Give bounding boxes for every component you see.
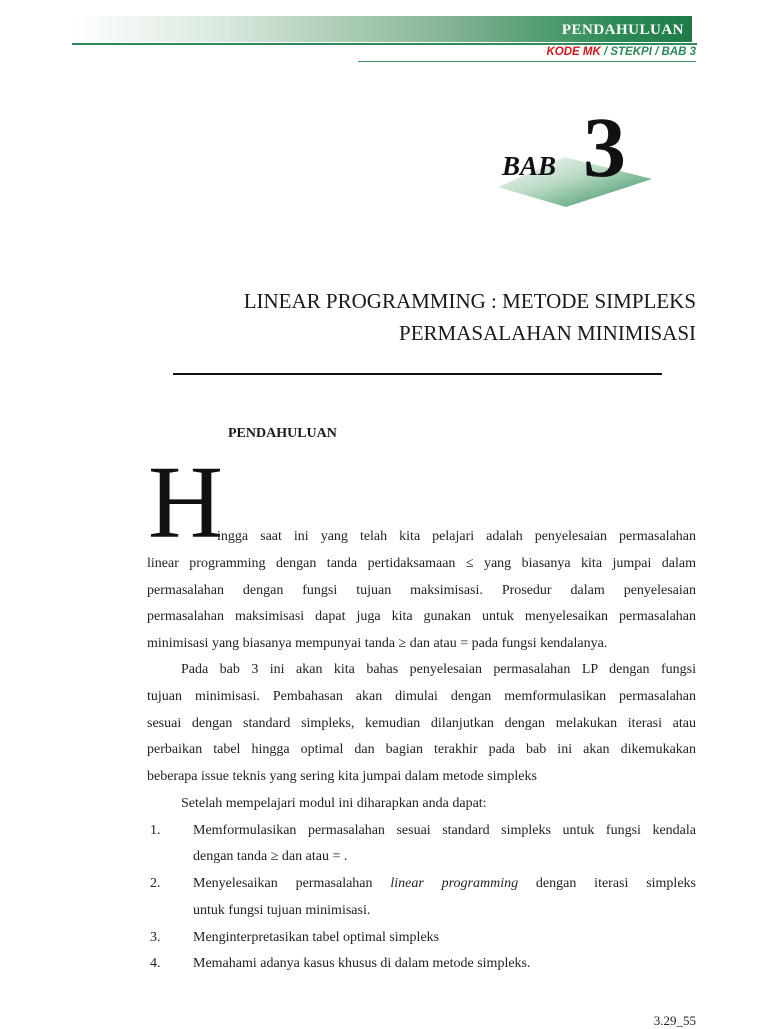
header-course-code: [546, 46, 696, 58]
chapter-title-line-1: LINEAR PROGRAMMING : METODE SIMPLEKS: [243, 289, 696, 313]
para2-line-4: perbaikan tabel hingga optimal dan bagian terakhir pada bab ini akan dikemukakan: [147, 742, 696, 757]
course-code-label: KODE MK: [546, 46, 601, 58]
objective-2-number: 2.: [150, 876, 161, 891]
header-divider: [72, 43, 697, 45]
chapter-diamond-graphic: [470, 95, 670, 215]
intro-line-1: ingga saat ini yang telah kita pelajari adalah penyelesaian permasalahan: [217, 529, 696, 544]
objective-4-line-1: Memahami adanya kasus khusus di dalam metode simpleks.: [193, 956, 531, 971]
objective-2-text-after: dengan iterasi simpleks: [518, 876, 696, 891]
para2-line-5: beberapa issue teknis yang sering kita jumpai dalam metode simpleks: [147, 769, 537, 784]
objective-1-number: 1.: [150, 823, 161, 838]
chapter-number: 3: [583, 99, 626, 195]
objective-2-text-before: Menyelesaikan permasalahan: [193, 876, 391, 891]
header-sub-divider: [358, 61, 696, 62]
chapter-title-line-2: PERMASALAHAN MINIMISASI: [399, 321, 696, 345]
intro-line-2: linear programming dengan tanda pertidaksamaan ≤ yang biasanya kita jumpai dalam: [147, 556, 696, 571]
objective-2-line-2: untuk fungsi tujuan minimisasi.: [193, 903, 371, 918]
objective-1-line-2: dengan tanda ≥ dan atau = .: [193, 849, 348, 864]
objective-1-line-1: Memformulasikan permasalahan sesuai standard simpleks untuk fungsi kendala: [193, 823, 696, 838]
chapter-title: [150, 285, 696, 349]
drop-cap: H: [148, 445, 224, 560]
course-code-path: / STEKPI / BAB 3: [600, 46, 696, 58]
objective-3-number: 3.: [150, 930, 161, 945]
intro-line-3: permasalahan dengan fungsi tujuan maksimisasi. Prosedur dalam penyelesaian: [147, 583, 696, 598]
title-rule: [173, 373, 662, 375]
intro-line-5: minimisasi yang biasanya mempunyai tanda ≥ dan atau = pada fungsi kendalanya.: [147, 636, 608, 651]
para2-line-3: sesuai dengan standard simpleks, kemudian dilanjutkan dengan melakukan iterasi atau: [147, 716, 696, 731]
chapter-label: BAB: [502, 151, 557, 181]
header-section-title: PENDAHULUAN: [561, 22, 684, 38]
objective-3-line-1: Menginterpretasikan tabel optimal simpleks: [193, 930, 440, 945]
para2-line-1: Pada bab 3 ini akan kita bahas penyelesaian permasalahan LP dengan fungsi: [181, 662, 696, 677]
section-heading: PENDAHULUAN: [228, 426, 337, 441]
objectives-intro: Setelah mempelajari modul ini diharapkan anda dapat:: [181, 796, 487, 811]
objective-2-text-italic: linear programming: [390, 876, 519, 891]
page-number: 3.29_55: [653, 1013, 696, 1028]
chapter-mark: [470, 95, 670, 215]
objective-4-number: 4.: [150, 956, 161, 971]
objective-2-line-1: [193, 876, 696, 892]
para2-line-2: tujuan minimisasi. Pembahasan akan dimulai dengan memformulasikan permasalahan: [147, 689, 696, 704]
intro-line-4: permasalahan maksimisasi dapat juga kita gunakan untuk menyelesaikan permasalahan: [147, 609, 696, 624]
